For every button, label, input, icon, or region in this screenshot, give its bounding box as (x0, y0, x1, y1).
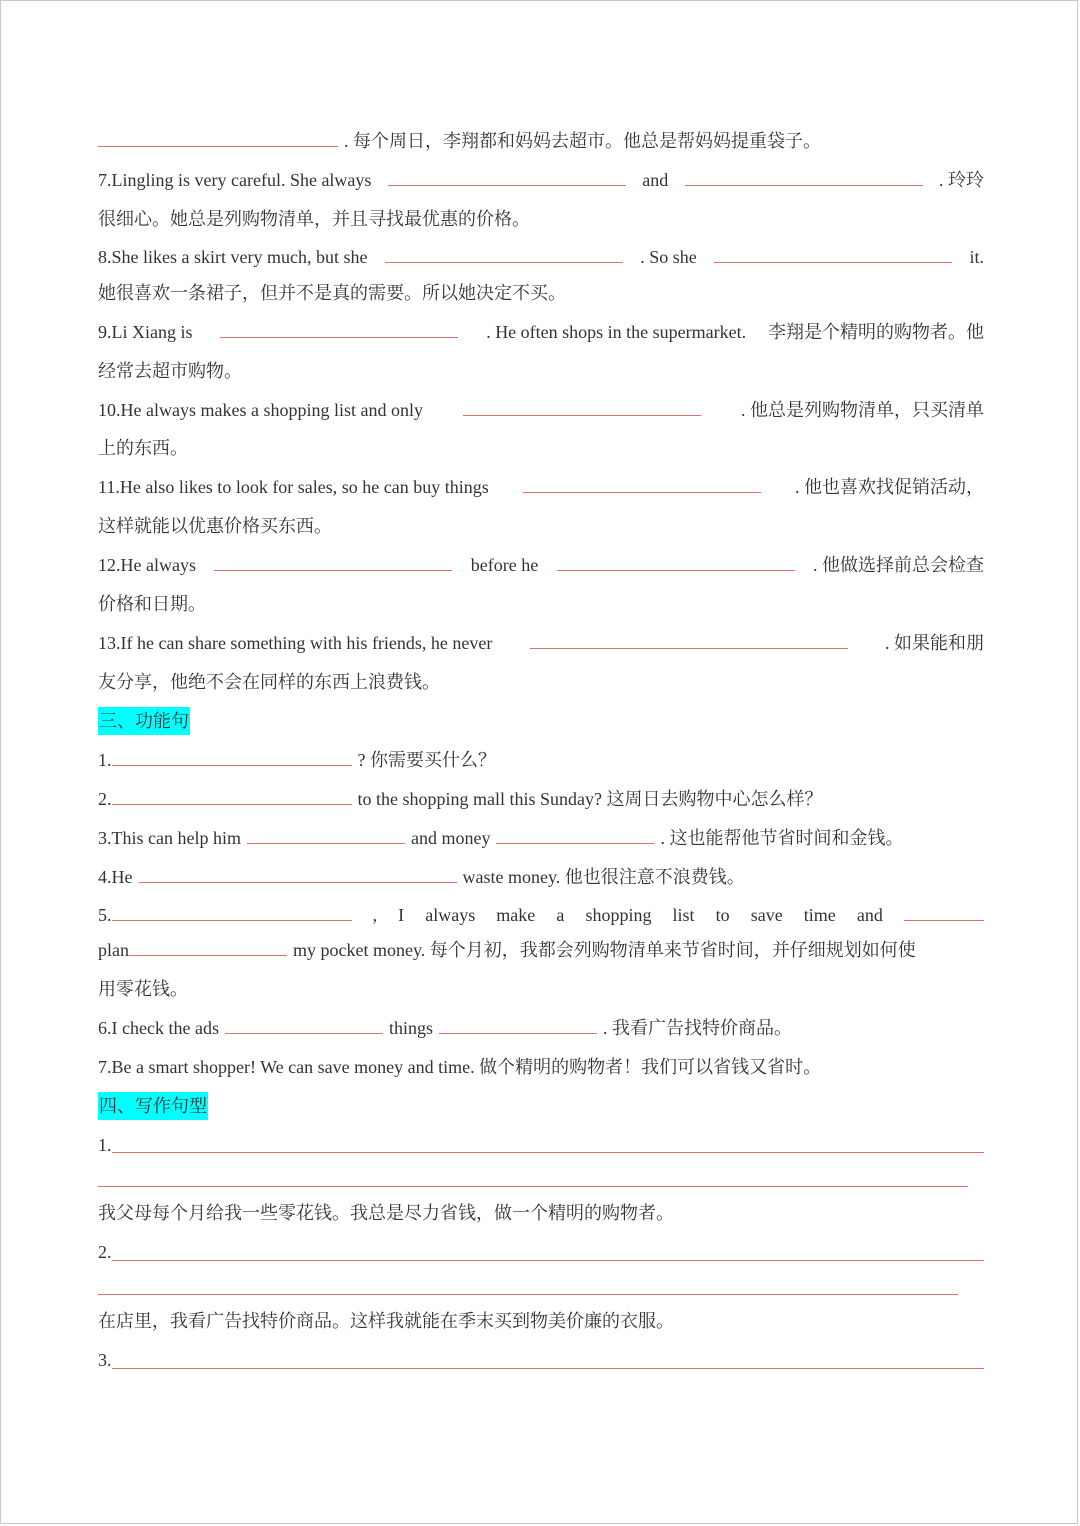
func-3-text-b: and money (410, 828, 491, 848)
answer-blank[interactable] (98, 128, 338, 147)
answer-blank[interactable] (388, 167, 626, 186)
answer-blank[interactable] (557, 552, 795, 571)
section-4-row (98, 1091, 984, 1121)
item-11-text-b: . 他也喜欢找促销活动， (795, 477, 984, 497)
writing-line[interactable] (112, 1368, 984, 1369)
item-8-text-a: 8.She likes a skirt very much, but she (98, 247, 368, 267)
answer-blank[interactable] (225, 1015, 383, 1034)
writing-line[interactable] (98, 1186, 968, 1187)
answer-blank[interactable] (685, 167, 923, 186)
answer-blank[interactable] (530, 630, 848, 649)
func-5-word: and (856, 905, 883, 925)
item-11-text-a: 11.He also likes to look for sales, so he can buy things (98, 477, 489, 497)
func-2-num: 2. (98, 789, 112, 809)
func-6-text-a: 6.I check the ads (98, 1018, 219, 1038)
func-1-num: 1. (98, 750, 112, 770)
answer-blank[interactable] (129, 937, 287, 956)
write-2-num: 2. (98, 1242, 112, 1262)
func-5-num: 5. (98, 905, 112, 925)
func-5-lead (98, 900, 352, 930)
func-6-text-c: . 我看广告找特价商品。 (602, 1018, 792, 1038)
item-7-text-c: . 玲玲 (939, 170, 984, 190)
write-3-num: 3. (98, 1350, 112, 1370)
item-10-line (98, 395, 984, 425)
item-13-line (98, 628, 984, 658)
func-3-line (98, 823, 984, 853)
func-5-word: time (803, 905, 836, 925)
func-4-text-a: 4.He (98, 867, 133, 887)
func-6-text-b: things (388, 1018, 433, 1038)
func-5-line-2 (98, 935, 984, 965)
item-9-cn: 经常去超市购物。 (98, 361, 242, 381)
func-5-cn: 用零花钱。 (98, 979, 188, 999)
answer-blank[interactable] (112, 747, 352, 766)
func-2-text: to the shopping mall this Sunday? 这周日去购物中心怎么样？ (357, 789, 823, 809)
func-5-word: always (425, 905, 476, 925)
answer-blank[interactable] (247, 825, 405, 844)
answer-blank[interactable] (220, 319, 458, 338)
func-5-word: a (556, 905, 565, 925)
item-7-line (98, 165, 984, 195)
answer-blank[interactable] (112, 786, 352, 805)
answer-blank[interactable] (139, 864, 457, 883)
func-5-text-plan: plan (98, 940, 129, 960)
func-5-word: save (750, 905, 783, 925)
item-7-text-a: 7.Lingling is very careful. She always (98, 170, 372, 190)
func-7-line: 7.Be a smart shopper! We can save money and time. 做个精明的购物者！我们可以省钱又省时。 (98, 1057, 822, 1077)
answer-blank[interactable] (112, 902, 352, 921)
item-12-text-b: before he (470, 555, 539, 575)
item-12-line (98, 550, 984, 580)
item-9-text-b: . He often shops in the supermarket. (486, 322, 747, 342)
func-5-word: to (715, 905, 730, 925)
item-12-cn: 价格和日期。 (98, 594, 206, 614)
write-2-cn: 在店里，我看广告找特价商品。这样我就能在季末买到物美价廉的衣服。 (98, 1311, 674, 1331)
func-5-word: make (496, 905, 536, 925)
section-3-title: 三、功能句 (98, 707, 190, 735)
item-7-text-b: and (642, 170, 669, 190)
item-8-text-c: it. (969, 247, 984, 267)
answer-blank[interactable] (463, 397, 701, 416)
item-11-line (98, 472, 984, 502)
answer-blank[interactable] (439, 1015, 597, 1034)
item-13-text-a: 13.If he can share something with his friends, he never (98, 633, 493, 653)
item-10-text-b: . 他总是列购物清单，只买清单 (740, 400, 984, 420)
writing-line[interactable] (98, 1294, 958, 1295)
item-7-cn: 很细心。她总是列购物清单，并且寻找最优惠的价格。 (98, 209, 530, 229)
answer-blank[interactable] (496, 825, 654, 844)
func-2-line (98, 784, 984, 814)
func-5-word: I (398, 905, 405, 925)
item-12-text-a: 12.He always (98, 555, 196, 575)
item-11-cn: 这样就能以优惠价格买东西。 (98, 516, 332, 536)
item-9-text-a: 9.Li Xiang is (98, 322, 193, 342)
item-12-text-c: . 他做选择前总会检查 (812, 555, 984, 575)
func-1-line (98, 745, 984, 775)
writing-line[interactable] (112, 1260, 984, 1261)
answer-blank[interactable] (385, 244, 623, 263)
item-8-cn: 她很喜欢一条裙子，但并不是真的需要。所以她决定不买。 (98, 283, 566, 303)
answer-blank[interactable] (214, 552, 452, 571)
func-3-text-c: . 这也能帮他节省时间和金钱。 (660, 828, 904, 848)
item-6-text: . 每个周日，李翔都和妈妈去超市。他总是帮妈妈提重袋子。 (344, 131, 821, 151)
func-6-line (98, 1013, 984, 1043)
func-5-word: , (372, 905, 378, 925)
func-4-line (98, 862, 984, 892)
func-5-word: list (672, 905, 695, 925)
item-8-line (98, 242, 984, 272)
func-4-text-b: waste money. 他也很注意不浪费钱。 (462, 867, 745, 887)
item-13-text-b: . 如果能和朋 (884, 633, 984, 653)
func-5-word: shopping (585, 905, 652, 925)
item-6-line (98, 126, 984, 156)
item-9-text-c: 李翔是个精明的购物者。他 (767, 322, 984, 342)
func-3-text-a: 3.This can help him (98, 828, 241, 848)
section-4-title: 四、写作句型 (98, 1092, 208, 1120)
item-8-text-b: . So she (640, 247, 697, 267)
func-5-line (98, 900, 984, 930)
func-5-text-b: my pocket money. 每个月初，我都会列购物清单来节省时间，并仔细规划如何使 (293, 940, 916, 960)
write-1-num: 1. (98, 1135, 112, 1155)
answer-blank[interactable] (714, 244, 952, 263)
item-10-text-a: 10.He always makes a shopping list and only (98, 400, 423, 420)
writing-line[interactable] (112, 1152, 984, 1153)
section-3-row (98, 706, 984, 736)
answer-blank[interactable] (904, 902, 984, 921)
func-1-text: ? 你需要买什么？ (357, 750, 496, 770)
answer-blank[interactable] (523, 474, 761, 493)
item-13-cn: 友分享，他绝不会在同样的东西上浪费钱。 (98, 672, 440, 692)
item-9-line (98, 317, 984, 347)
write-1-cn: 我父母每个月给我一些零花钱。我总是尽力省钱，做一个精明的购物者。 (98, 1203, 674, 1223)
item-10-cn: 上的东西。 (98, 438, 188, 458)
